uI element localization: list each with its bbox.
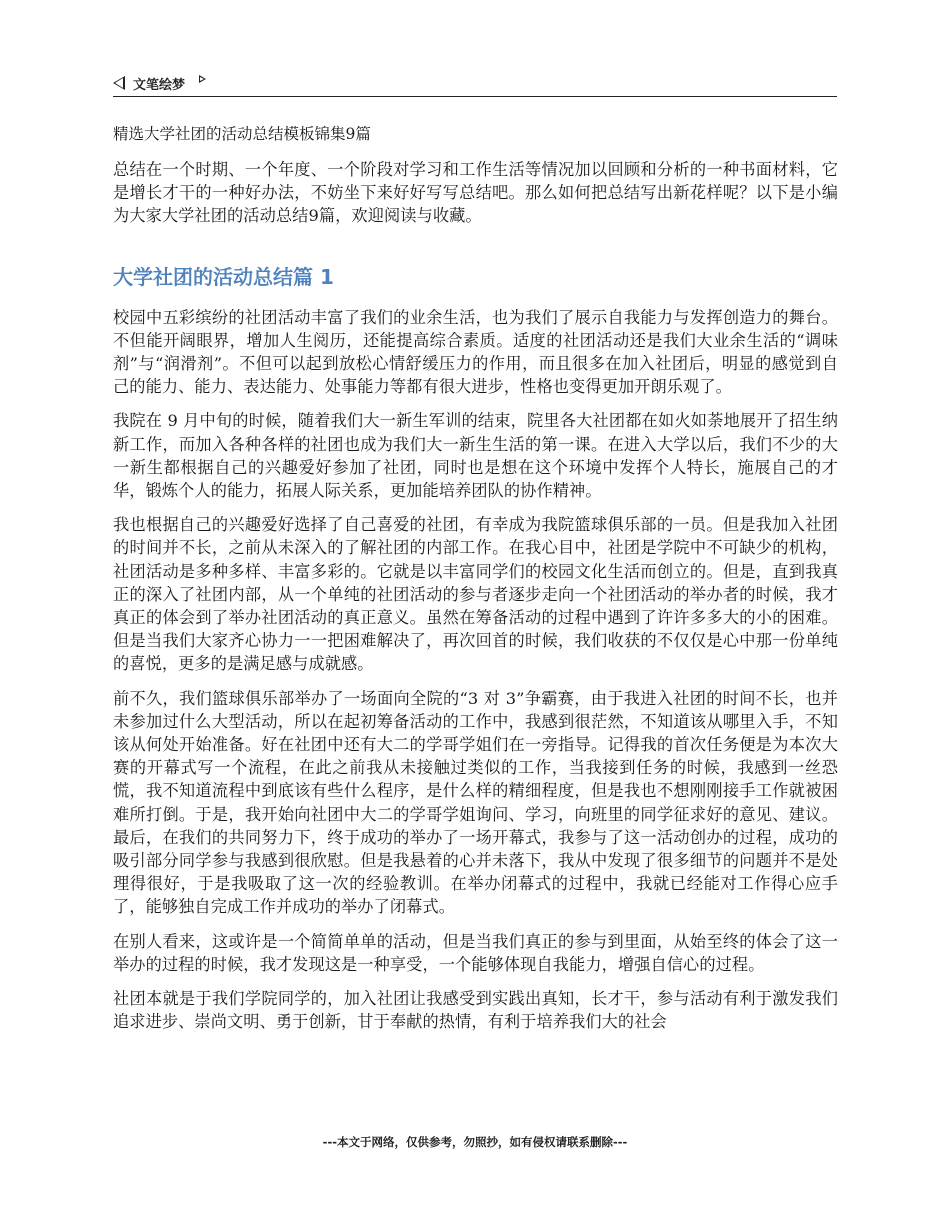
document-body (113, 122, 838, 1045)
paragraph-1: 校园中五彩缤纷的社团活动丰富了我们的业余生活，也为我们了展示自我能力与发挥创造力的舞台。不但能开阔眼界，增加人生阅历，还能提高综合素质。适度的社团活动还是我们大业余生活的“调味剂”与“润滑剂”。不但可以起到放松心情舒缓压力的作用，而且很多在加入社团后，明显的感觉到自己的能力、能力、表达能力、处事能力等都有很大进步，性格也变得更加开朗乐观了。 (113, 307, 838, 397)
paragraph-3: 我也根据自己的兴趣爱好选择了自己喜爱的社团，有幸成为我院篮球俱乐部的一员。但是我加入社团的时间并不长，之前从未深入的了解社团的内部工作。在我心目中，社团是学院中不可缺少的机构，社团活动是多种多样、丰富多彩的。它就是以丰富同学们的校园文化生活而创立的。但是，直到我真正的深入了社团内部，从一个单纯的社团活动的参与者逐步走向一个社团活动的举办者的时候，我才真正的体会到了举办社团活动的真正意义。虽然在筹备活动的过程中遇到了许许多多大的小的困难。但是当我们大家齐心协力一一把困难解决了，再次回首的时候，我们收获的不仅仅是心中那一份单纯的喜悦，更多的是满足感与成就感。 (113, 515, 838, 674)
paragraph-2: 我院在 9 月中旬的时候，随着我们大一新生军训的结束，院里各大社团都在如火如荼地展开了招生纳新工作，而加入各种各样的社团也成为我们大一新生生活的第一课。在进入大学以后，我们不少的大一新生都根据自己的兴趣爱好参加了社团，同时也是想在这个环境中发挥个人特长，施展自己的才华，锻炼个人的能力，拓展人际关系，更加能培养团队的协作精神。 (113, 411, 838, 501)
paragraph-4: 前不久，我们篮球俱乐部举办了一场面向全院的“3 对 3”争霸赛，由于我进入社团的时间不长，也并未参加过什么大型活动，所以在起初筹备活动的工作中，我感到很茫然，不知道该从哪里入手，不知该从何处开始准备。好在社团中还有大二的学哥学姐们在一旁指导。记得我的首次任务便是为本次大赛的开幕式写一个流程，在此之前我从未接触过类似的工作，当我接到任务的时候，我感到一丝恐慌，我不知道流程中到底该有些什么程序，是什么样的精细程度，但是我也不想刚刚接手工作就被困难所打倒。于是，我开始向社团中大二的学哥学姐询问、学习，向班里的同学征求好的意见、建议。最后，在我们的共同努力下，终于成功的举办了一场开幕式，我参与了这一活动创办的过程，成功的吸引部分同学参与我感到很欣慰。但是我悬着的心并未落下，我从中发现了很多细节的问题并不是处理得很好，于是我吸取了这一次的经验教训。在举办闭幕式的过程中，我就已经能对工作得心应手了，能够独自完成工作并成功的举办了闭幕式。 (113, 688, 838, 917)
footer-disclaimer: ---本文于网络，仅供参考，勿照抄，如有侵权请联系删除--- (322, 1135, 628, 1149)
triangle-left-icon (113, 76, 125, 90)
intro-paragraph: 总结在一个时期、一个年度、一个阶段对学习和工作生活等情况加以回顾和分析的一种书面材料，它是增长才干的一种好办法，不妨坐下来好好写写总结吧。那么如何把总结写出新花样呢？以下是小编为大家大学社团的活动总结9篇，欢迎阅读与收藏。 (113, 160, 838, 226)
section-heading: 大学社团的活动总结篇 1 (113, 264, 334, 289)
brand-label: 文笔绘梦 (133, 77, 186, 93)
document-title: 精选大学社团的活动总结模板锦集9篇 (113, 125, 371, 143)
paragraph-5: 在别人看来，这或许是一个简简单单的活动，但是当我们真正的参与到里面，从始至终的体会了这一举办的过程的时候，我才发现这是一种享受，一个能够体现自我能力，增强自信心的过程。 (113, 931, 838, 974)
page-header (113, 70, 837, 97)
paragraph-6: 社团本就是于我们学院同学的，加入社团让我感受到实践出真知，长才干，参与活动有利于激发我们追求进步、崇尚文明、勇于创新，甘于奉献的热情，有利于培养我们大的社会 (113, 989, 838, 1032)
triangle-right-icon (199, 75, 206, 83)
